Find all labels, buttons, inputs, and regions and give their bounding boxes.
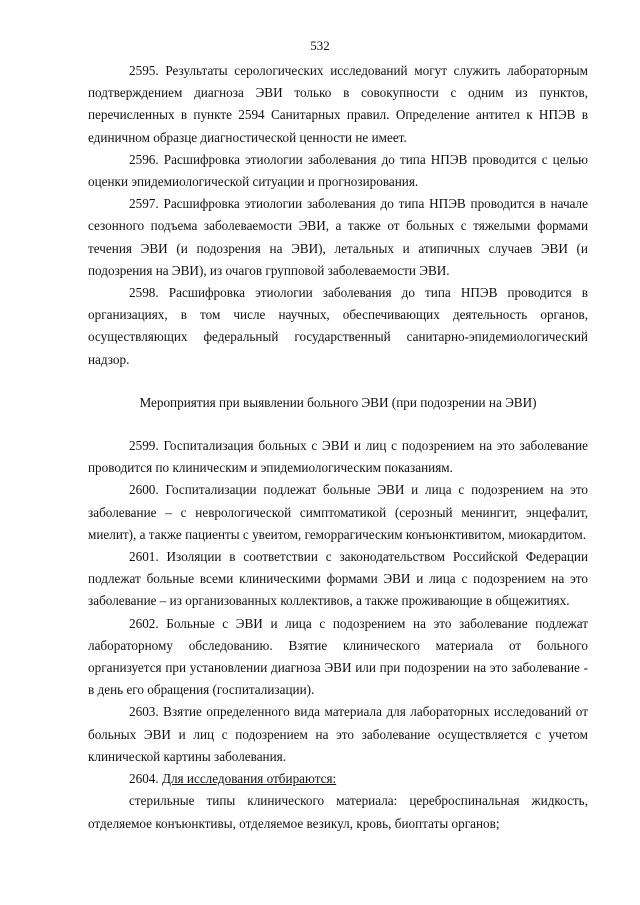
paragraph-2596: 2596. Расшифровка этиологии заболевания до типа НПЭВ проводится с целью оценки эпидемиологической ситуации и прогнозирования. — [88, 151, 588, 190]
paragraph-sterile-materials: стерильные типы клинического материала: цереброспинальная жидкость, отделяемое конъюнктивы, отделяемое везикул, кровь, биоптаты органов; — [88, 793, 588, 831]
paragraph-2595: 2595. Результаты серологических исследований могут служить лабораторным подтверждением диагноза ЭВИ только в совокупности с одним из пунктов, перечисленных в пункте 2594 Санитарных правил. Определение антител к НПЭВ в единичном образце диагностической ценности не имеет. — [88, 63, 588, 145]
page-number: 532 — [310, 38, 330, 53]
paragraph-2597: 2597. Расшифровка этиологии заболевания до типа НПЭВ проводится в начале сезонного подъема заболеваемости ЭВИ, а также от больных с тяжелыми формами течения ЭВИ (и подозрения на ЭВИ), летальных и атипичных случаев ЭВИ (и подозрения на ЭВИ), из очагов групповой заболеваемости ЭВИ. — [88, 196, 588, 278]
paragraph-2599: 2599. Госпитализация больных с ЭВИ и лиц с подозрением на это заболевание проводится по клиническим и эпидемиологическим показаниям. — [88, 438, 588, 476]
paragraph-2602: 2602. Больные с ЭВИ и лица с подозрением на это заболевание подлежат лабораторному обследованию. Взятие клинического материала от больного организуется при установлении диагноза ЭВИ или при подозрении на это заболевание - в день его обращения (госпитализации). — [88, 615, 588, 698]
paragraph-2603: 2603. Взятие определенного вида материала для лабораторных исследований от больных ЭВИ и лиц с подозрением на это заболевание осуществляется с учетом клинической картины заболевания. — [88, 704, 588, 764]
paragraph-2604 — [88, 768, 588, 790]
paragraph-2604-text: Для исследования отбираются: — [161, 771, 337, 787]
section-heading: Мероприятия при выявлении больного ЭВИ (при подозрении на ЭВИ) — [139, 394, 537, 410]
paragraph-2598: 2598. Расшифровка этиологии заболевания до типа НПЭВ проводится в организациях, в том числе научных, обеспечивающих деятельность органов, осуществляющих федеральный государственный санитарно-эпидемиологический надзор. — [88, 285, 588, 367]
paragraph-2600: 2600. Госпитализации подлежат больные ЭВИ и лица с подозрением на это заболевание – с неврологической симптоматикой (серозный менингит, энцефалит, миелит), а также пациенты с увеитом, геморрагическим конъюнктивитом, миокардитом. — [88, 482, 588, 542]
paragraph-2604-number: 2604. — [129, 771, 159, 787]
document-body — [88, 60, 588, 835]
paragraph-2601: 2601. Изоляции в соответствии с законодательством Российской Федерации подлежат больные всеми клиническими формами ЭВИ и лица с подозрением на это заболевание – из организованных коллективов, а также проживающие в общежитиях. — [88, 549, 588, 609]
